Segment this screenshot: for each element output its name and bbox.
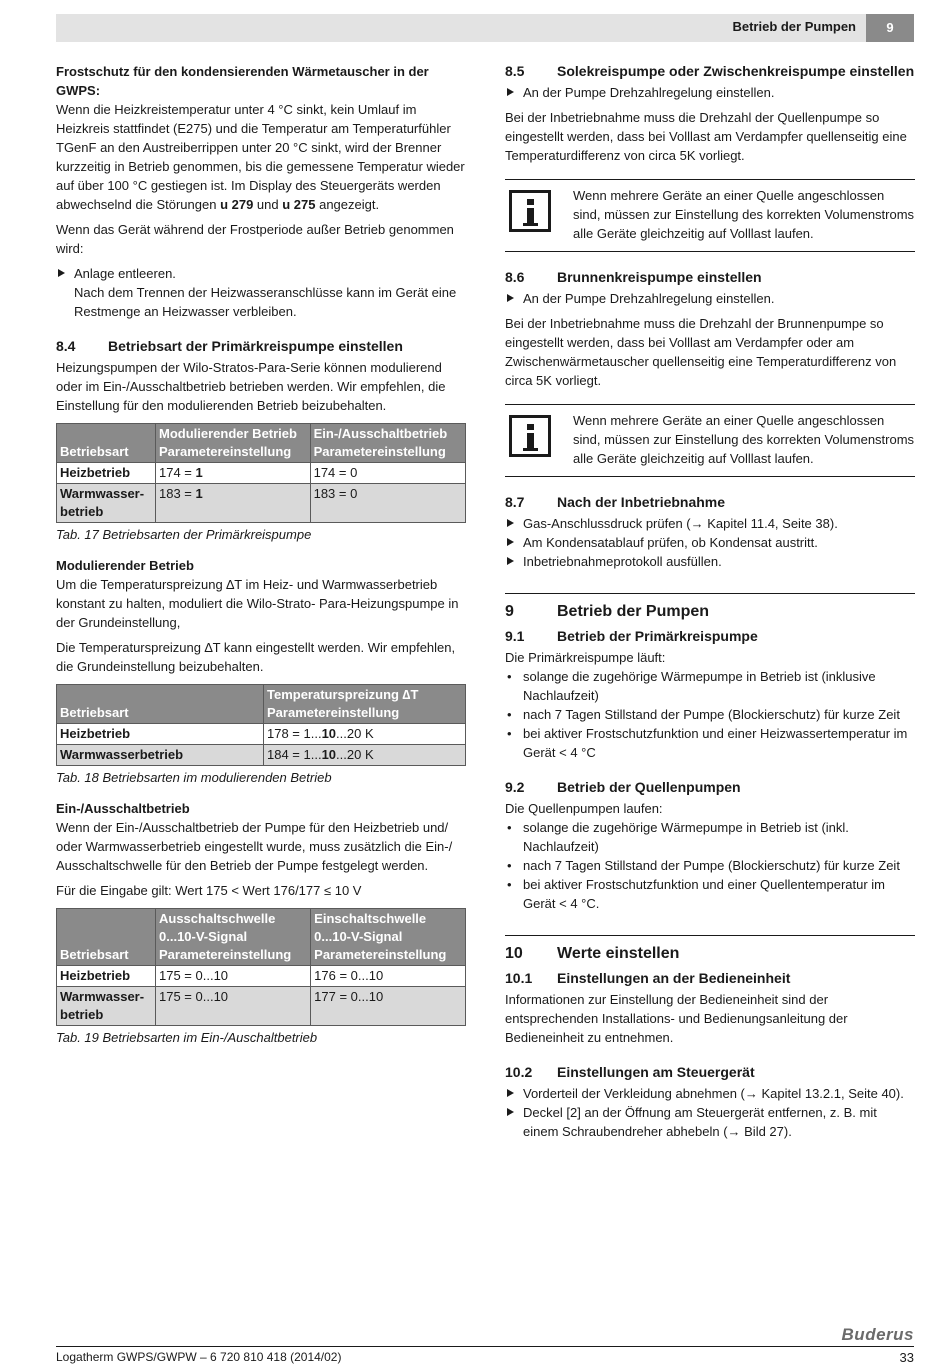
- list-item: Inbetriebnahmeprotokoll ausfüllen.: [505, 552, 915, 571]
- table-header: Temperaturspreizung ∆T Parametereinstellung: [264, 685, 466, 724]
- section-9-1-intro: Die Primärkreispumpe läuft:: [505, 650, 666, 665]
- table-header: Modulierender Betrieb Parametereinstellung: [156, 424, 311, 463]
- table-header: Ein-/Ausschaltbetrieb Parametereinstellung: [310, 424, 465, 463]
- note-text: Wenn mehrere Geräte an einer Quelle angeschlossen sind, müssen zur Einstellung des korrekten Volumenstroms alle Geräte gleichzeitig auf Volllast laufen.: [573, 413, 915, 466]
- fault-code-279: u 279: [220, 197, 254, 212]
- section-8-7-steps: [505, 514, 915, 571]
- section-9-2-intro: Die Quellenpumpen laufen:: [505, 801, 663, 816]
- list-item: Gas-Anschlussdruck prüfen (→ Kapitel 11.4, Seite 38).: [505, 514, 915, 533]
- table-cell: [264, 745, 466, 766]
- table-cell: 183 = 0: [310, 484, 465, 523]
- table-cell: [156, 484, 311, 523]
- cell-value: 1: [195, 465, 203, 480]
- section-title: Nach der Inbetriebnahme: [557, 494, 726, 510]
- modulating-text-2: Die Temperaturspreizung ∆T kann eingestellt werden. Wir empfehlen, die Grundeinstellung beizubehalten.: [56, 640, 456, 674]
- section-9-2-list: [505, 818, 915, 913]
- list-item: Vorderteil der Verkleidung abnehmen (→ Kapitel 13.2.1, Seite 40).: [505, 1084, 915, 1103]
- table-cell: [156, 463, 311, 484]
- table-cell: Heizbetrieb: [57, 463, 156, 484]
- section-8-6-steps: [505, 289, 915, 308]
- list-item: An der Pumpe Drehzahlregelung einstellen.: [505, 83, 915, 102]
- list-item: • nach 7 Tagen Stillstand der Pumpe (Blockierschutz) für kurze Zeit: [505, 705, 915, 724]
- section-number: 8.5: [505, 63, 525, 79]
- section-number: 10.1: [505, 970, 533, 986]
- cell-text: 174 =: [159, 465, 196, 480]
- table-row: [57, 966, 466, 987]
- section-heading-8-5: [505, 62, 915, 81]
- table-cell: 176 = 0...10: [311, 966, 466, 987]
- modulating-text-1: Um die Temperaturspreizung ∆T im Heiz- und Warmwasserbetrieb konstant zu halten, moduliert die Wilo-Strato- Para-Heizungspumpe in der Grundeinstellung,: [56, 577, 459, 630]
- table-cell: Warmwasser-betrieb: [57, 484, 156, 523]
- table-caption: Tab. 17 Betriebsarten der Primärkreispumpe: [56, 527, 312, 542]
- section-title: Einstellungen an der Bedieneinheit: [557, 970, 791, 986]
- section-title: Betrieb der Quellenpumpen: [557, 779, 741, 795]
- cell-text: ...20 K: [336, 747, 374, 762]
- chapter-number: 9: [866, 14, 914, 42]
- list-item: Deckel [2] an der Öffnung am Steuergerät entfernen, z. B. mit einem Schraubendreher abhebeln (→ Bild 27).: [505, 1103, 915, 1141]
- chapter-number: 9: [505, 603, 514, 620]
- section-8-5-steps: [505, 83, 915, 102]
- table-cell: 175 = 0...10: [156, 987, 311, 1026]
- table-17: [56, 423, 466, 523]
- chapter-10: [505, 935, 915, 963]
- cell-value: 10: [321, 726, 337, 741]
- section-8-6-text: Bei der Inbetriebnahme muss die Drehzahl der Brunnenpumpe so eingestellt werden, dass bei Volllast am Verdampfer oder am Zwischenwärmetauscher quellenseitig eine Temperaturdifferenz von circa 5K vorliegt.: [505, 316, 897, 388]
- cell-text: ...20 K: [336, 726, 374, 741]
- section-heading-10-2: [505, 1063, 915, 1082]
- onoff-text-1: Wenn der Ein-/Ausschaltbetrieb der Pumpe für den Heizbetrieb und/ oder Warmwasserbetrieb eingestellt wurde, muss zusätzlich die Ein-/ Ausschaltschwelle für den Betrieb der Pumpe festgelegt werden.: [56, 820, 453, 873]
- table-cell: [264, 724, 466, 745]
- section-8-4-text: Heizungspumpen der Wilo-Stratos-Para-Serie können modulierend oder im Ein-/Ausschaltbetrieb betrieben werden. Wir empfehlen, die Einstellung für den modulierenden Betrieb beizubehalten.: [56, 360, 446, 413]
- fault-code-275: u 275: [282, 197, 316, 212]
- list-item: • solange die zugehörige Wärmepumpe in Betrieb ist (inkl. Nachlaufzeit): [505, 818, 915, 856]
- section-number: 10.2: [505, 1064, 533, 1080]
- section-heading-10-1: [505, 969, 915, 988]
- list-item: [56, 264, 466, 321]
- table-header: Ausschaltschwelle 0...10-V-Signal Parametereinstellung: [156, 909, 311, 966]
- table-cell: 175 = 0...10: [156, 966, 311, 987]
- table-18: [56, 684, 466, 766]
- section-heading-8-7: [505, 493, 915, 512]
- table-caption: Tab. 18 Betriebsarten im modulierenden Betrieb: [56, 770, 332, 785]
- chapter-heading-10: [505, 944, 915, 963]
- table-header: Einschaltschwelle 0...10-V-Signal Parametereinstellung: [311, 909, 466, 966]
- info-icon: [509, 415, 551, 457]
- section-heading-9-1: [505, 627, 915, 646]
- frost-heading: Frostschutz für den kondensierenden Wärmetauscher in der GWPS:: [56, 64, 429, 98]
- chapter-number: 10: [505, 945, 523, 962]
- section-title: Einstellungen am Steuergerät: [557, 1064, 755, 1080]
- chapter-9: [505, 593, 915, 621]
- list-item: • bei aktiver Frostschutzfunktion und einer Quellentemperatur im Gerät < 4 °C.: [505, 875, 915, 913]
- table-row: [57, 745, 466, 766]
- cell-value: 10: [321, 747, 337, 762]
- footer-document-id: Logatherm GWPS/GWPW – 6 720 810 418 (2014/02): [56, 1350, 342, 1364]
- section-number: 8.4: [56, 338, 76, 354]
- step-text: Anlage entleeren.: [74, 266, 176, 281]
- note-text: Wenn mehrere Geräte an einer Quelle angeschlossen sind, müssen zur Einstellung des korrekten Volumenstroms alle Geräte gleichzeitig auf Volllast laufen.: [573, 188, 915, 241]
- page-number: 33: [899, 1350, 914, 1365]
- cell-text: 184 = 1...: [267, 747, 322, 762]
- page-header: [56, 14, 914, 42]
- section-number: 8.6: [505, 269, 525, 285]
- step-note: Nach dem Trennen der Heizwasseranschlüsse kann im Gerät eine Restmenge an Heizwasser verbleiben.: [74, 285, 457, 319]
- right-column: [505, 62, 915, 1147]
- table-caption: Tab. 19 Betriebsarten im Ein-/Auschaltbetrieb: [56, 1030, 318, 1045]
- footer-divider: [56, 1346, 914, 1347]
- section-number: 9.2: [505, 779, 525, 795]
- section-heading-8-4: [56, 337, 466, 356]
- table-header: Betriebsart: [57, 424, 156, 463]
- section-title: Betriebsart der Primärkreispumpe einstellen: [108, 338, 403, 354]
- section-heading-8-6: [505, 268, 915, 287]
- table-cell: Warmwasserbetrieb: [57, 745, 264, 766]
- list-item: • nach 7 Tagen Stillstand der Pumpe (Blockierschutz) für kurze Zeit: [505, 856, 915, 875]
- section-title: Solekreispumpe oder Zwischenkreispumpe einstellen: [557, 63, 915, 79]
- info-icon: [509, 190, 551, 232]
- chapter-title: Werte einstellen: [557, 945, 680, 962]
- frost-paragraph: [56, 100, 466, 214]
- table-cell: Heizbetrieb: [57, 966, 156, 987]
- section-title: Brunnenkreispumpe einstellen: [557, 269, 762, 285]
- section-number: 8.7: [505, 494, 525, 510]
- section-9-1-list: [505, 667, 915, 762]
- frost-paragraph-2: Wenn das Gerät während der Frostperiode außer Betrieb genommen wird:: [56, 222, 454, 256]
- list-item: • bei aktiver Frostschutzfunktion und einer Heizwassertemperatur im Gerät < 4 °C: [505, 724, 915, 762]
- table-cell: Warmwasser-betrieb: [57, 987, 156, 1026]
- left-column: [56, 62, 466, 1059]
- frost-steps: [56, 264, 466, 321]
- table-header: Betriebsart: [57, 685, 264, 724]
- info-note: [505, 179, 915, 252]
- cell-text: 183 =: [159, 486, 196, 501]
- table-cell: 174 = 0: [310, 463, 465, 484]
- chapter-heading-9: [505, 602, 915, 621]
- table-cell: Heizbetrieb: [57, 724, 264, 745]
- cell-value: 1: [195, 486, 203, 501]
- subheading-modulating: Modulierender Betrieb: [56, 558, 194, 573]
- section-10-1-text: Informationen zur Einstellung der Bedieneinheit sind der entsprechenden Installations- und Bedienungsanleitung der Bedieneinheit zu entnehmen.: [505, 992, 848, 1045]
- list-item: • solange die zugehörige Wärmepumpe in Betrieb ist (inklusive Nachlaufzeit): [505, 667, 915, 705]
- frost-and: und: [253, 197, 283, 212]
- section-number: 9.1: [505, 628, 525, 644]
- section-heading-9-2: [505, 778, 915, 797]
- table-19: [56, 908, 466, 1026]
- onoff-text-2: Für die Eingabe gilt: Wert 175 < Wert 176/177 ≤ 10 V: [56, 883, 362, 898]
- section-8-5-text: Bei der Inbetriebnahme muss die Drehzahl der Quellenpumpe so eingestellt werden, dass bei Volllast am Verdampfer quellenseitig eine Temperaturdifferenz von circa 5K vorliegt.: [505, 110, 907, 163]
- info-note: [505, 404, 915, 477]
- table-header: Betriebsart: [57, 909, 156, 966]
- subheading-onoff: Ein-/Ausschaltbetrieb: [56, 801, 190, 816]
- brand-logo: Buderus: [841, 1325, 914, 1344]
- section-10-2-steps: [505, 1084, 915, 1141]
- table-row: [57, 463, 466, 484]
- chapter-title: Betrieb der Pumpen: [557, 603, 710, 620]
- cell-text: 178 = 1...: [267, 726, 322, 741]
- frost-end: angezeigt.: [315, 197, 380, 212]
- table-row: [57, 987, 466, 1026]
- list-item: Am Kondensatablauf prüfen, ob Kondensat austritt.: [505, 533, 915, 552]
- table-row: [57, 724, 466, 745]
- list-item: An der Pumpe Drehzahlregelung einstellen.: [505, 289, 915, 308]
- table-cell: 177 = 0...10: [311, 987, 466, 1026]
- section-title: Betrieb der Primärkreispumpe: [557, 628, 758, 644]
- header-title: Betrieb der Pumpen: [732, 19, 856, 34]
- frost-text: Wenn die Heizkreistemperatur unter 4 °C sinkt, kein Umlauf im Heizkreis stattfindet (E275) und die Temperatur am Temperaturfühler TGenF an den Austreiberrippen unter 20 °C sinkt, wird der Brenner kurzzeitig in Betrieb genommen, bis die gemessene Temperatur wieder auf über 100 °C gestiegen ist. Im Display des Steuergeräts werden abwechselnd die Störungen: [56, 102, 465, 212]
- table-row: [57, 484, 466, 523]
